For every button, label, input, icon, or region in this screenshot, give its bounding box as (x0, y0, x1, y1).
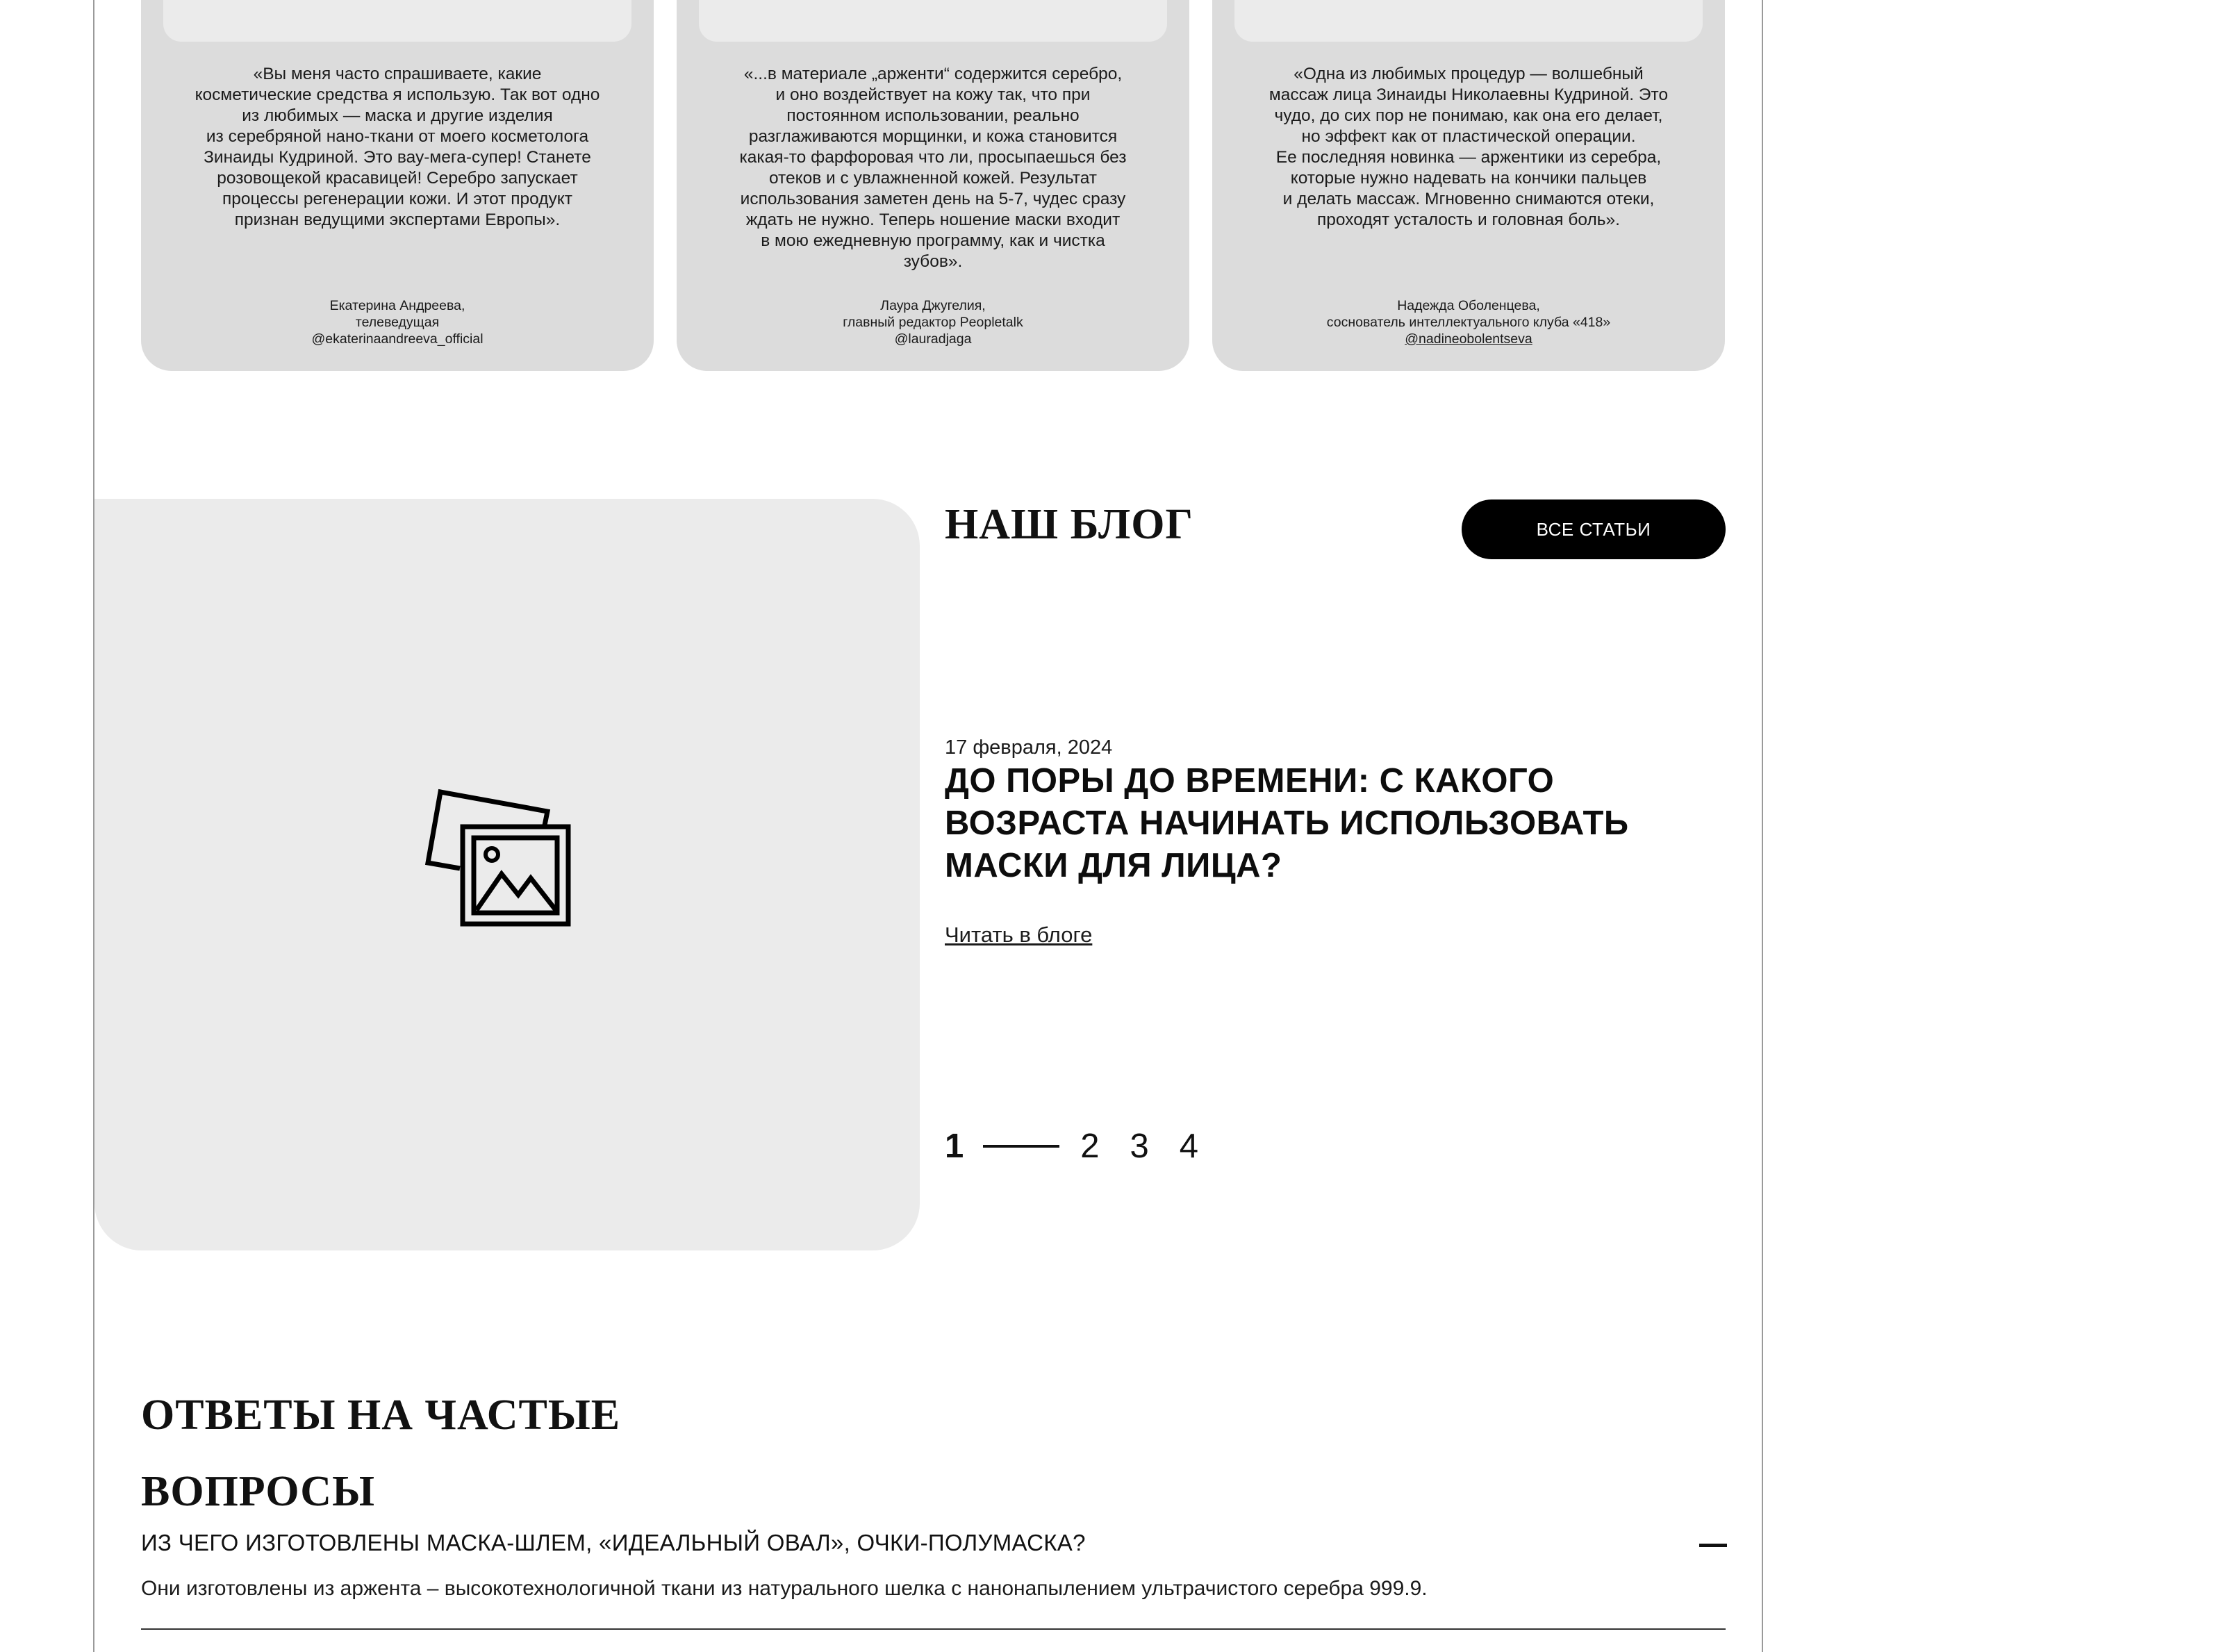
blog-title: НАШ БЛОГ (945, 501, 1193, 548)
faq-divider (141, 1628, 1726, 1630)
blog-pagination (945, 1125, 1198, 1167)
review-card (1212, 0, 1725, 371)
review-author-role: телеведущая (355, 315, 440, 330)
post-title[interactable]: ДО ПОРЫ ДО ВРЕМЕНИ: С КАКОГО ВОЗРАСТА НАЧИНАТЬ ИСПОЛЬЗОВАТЬ МАСКИ ДЛЯ ЛИЦА? (945, 762, 1629, 884)
page-1[interactable]: 1 (945, 1128, 964, 1165)
review-author (697, 297, 1168, 347)
page-frame-right (1762, 0, 1763, 1652)
review-author-role: главный редактор Peopletalk (843, 315, 1023, 330)
faq-answer: Они изготовлены из аржента – высокотехнологичной ткани из натурального шелка с нанонапылением ультрачистого серебра 999.9. (141, 1577, 1428, 1600)
page-4[interactable]: 4 (1179, 1128, 1199, 1165)
read-in-blog-link[interactable]: Читать в блоге (945, 923, 1093, 947)
review-author-handle[interactable]: @lauradjaga (894, 331, 972, 347)
minus-icon[interactable] (1699, 1544, 1727, 1547)
review-author-name: Надежда Оболенцева, (1397, 298, 1540, 313)
page-3[interactable]: 3 (1130, 1128, 1149, 1165)
review-photo (163, 0, 631, 42)
faq-title: ОТВЕТЫ НА ЧАСТЫЕ ВОПРОСЫ (141, 1391, 621, 1515)
review-author (162, 297, 633, 347)
review-photo (699, 0, 1167, 42)
review-card (677, 0, 1189, 371)
review-quote: «...в материале „арженти“ содержится серебро, и оно воздействует на кожу так, что при постоянном использовании, реально разглаживаются морщинки, и кожа становится какая-то фарфоровая что ли, просыпаешься без отеков и с увлажненной кожей. Результат использования заметен день на 5-7, чудес сразу ждать не нужно. Теперь ношение маски входит в мою ежедневную программу, как и чистка зубов». (739, 65, 1127, 271)
page-2[interactable]: 2 (1080, 1128, 1100, 1165)
faq-question[interactable]: ИЗ ЧЕГО ИЗГОТОВЛЕНЫ МАСКА-ШЛЕМ, «ИДЕАЛЬНЫЙ ОВАЛ», ОЧКИ-ПОЛУМАСКА? (141, 1530, 1086, 1555)
post-date: 17 февраля, 2024 (945, 736, 1113, 759)
image-placeholder-icon (424, 785, 574, 928)
review-author-handle[interactable]: @ekaterinaandreeva_official (311, 331, 484, 347)
review-author-name: Лаура Джугелия, (880, 298, 986, 313)
active-page-line (983, 1145, 1059, 1148)
blog-post-image[interactable] (94, 499, 920, 1250)
review-author-handle[interactable]: @nadineobolentseva (1405, 331, 1532, 347)
review-quote: «Вы меня часто спрашиваете, какие косметические средства я использую. Так вот одно из любимых — маска и другие изделия из серебряной нано-ткани от моего косметолога Зинаиды Кудриной. Это вау-мега-супер! Станете розовощекой красавицей! Серебро запускает процессы регенерации кожи. И этот продукт признан ведущими экспертами Европы». (195, 65, 600, 229)
review-author (1233, 297, 1704, 347)
review-quote: «Одна из любимых процедур — волшебный массаж лица Зинаиды Николаевны Кудриной. Это чудо, до сих пор не понимаю, как она его делает, но эффект как от пластической операции. Ее последняя новинка — аржентики из серебра, которые нужно надевать на кончики пальцев и делать массаж. Мгновенно снимаются отеки, проходят усталость и головная боль». (1268, 65, 1669, 229)
review-author-name: Екатерина Андреева, (329, 298, 465, 313)
all-articles-button[interactable]: ВСЕ СТАТЬИ (1462, 499, 1726, 559)
review-card (141, 0, 654, 371)
review-author-role: соснователь интеллектуального клуба «418» (1326, 315, 1611, 330)
review-photo (1234, 0, 1703, 42)
